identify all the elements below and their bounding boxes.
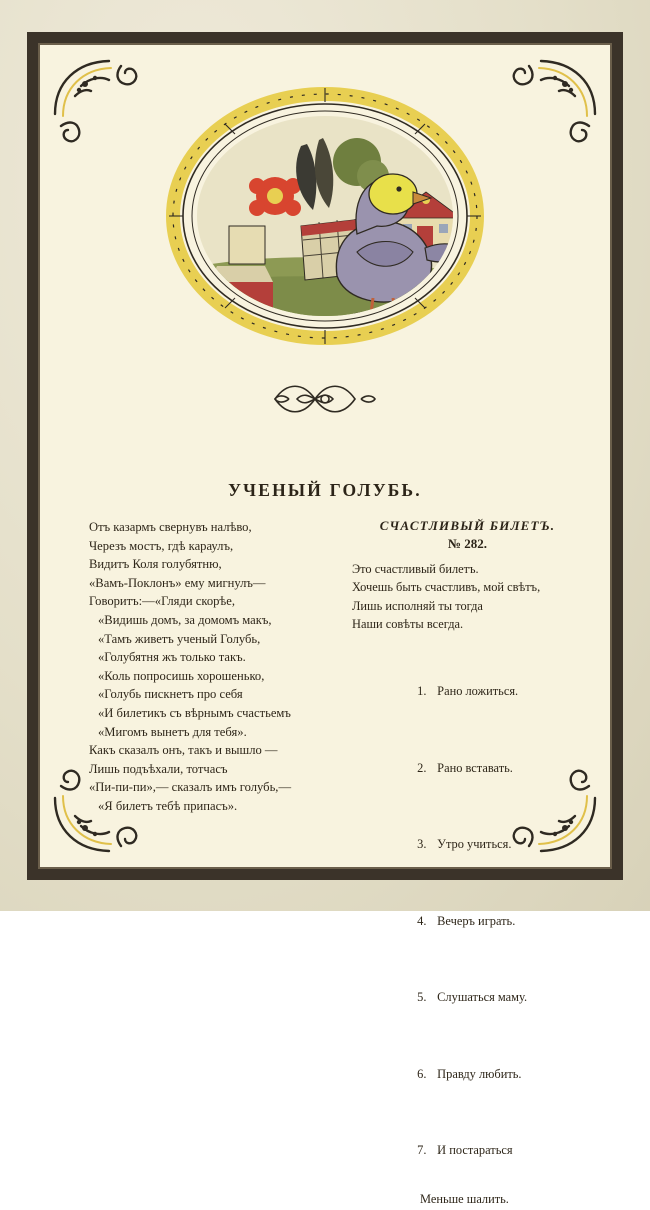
list-item: [380, 730, 583, 807]
list-item: [380, 654, 583, 731]
poem-line: «Голубятня жъ только такъ.: [98, 650, 246, 665]
poem-line: Какъ сказалъ онъ, такъ и вышло —: [89, 743, 278, 758]
page-title: УЧЕНЫЙ ГОЛУБЬ.: [228, 480, 422, 500]
rule-text: Рано вставать.: [437, 760, 513, 775]
list-item: [380, 960, 583, 1037]
poem-line: «Я билетъ тебѣ припасъ».: [98, 798, 238, 813]
poem-line: «Мигомъ вынетъ для тебя».: [98, 724, 247, 739]
poem-line: «Пи-пи-пи»,— сказалъ имъ голубь,—: [89, 780, 292, 795]
rule-text: Вечеръ играть.: [437, 913, 516, 928]
celtic-knot-divider-icon: [265, 374, 385, 424]
list-item: [380, 1113, 583, 1190]
poem-line: «Тамъ живетъ ученый Голубь,: [98, 631, 261, 646]
poem-line: «Видишь домъ, за домомъ макъ,: [98, 612, 272, 627]
list-item: [380, 1036, 583, 1113]
poem-line: «Вамъ-Поклонъ» ему мигнулъ—: [89, 575, 266, 590]
ticket-number: № 282.: [447, 536, 488, 551]
text-columns: [71, 518, 583, 1210]
page-content: [45, 50, 605, 1207]
rule-text: И постараться: [437, 1143, 513, 1158]
poem-line: «Голубь пискнетъ про себя: [98, 687, 243, 702]
rule-continuation: Меньше шалить.: [420, 1192, 509, 1207]
rule-number: 4.: [417, 913, 427, 928]
ticket-intro-line: Лишь исполняй ты тогда: [352, 598, 483, 613]
ticket-heading: СЧАСТЛИВЫЙ БИЛЕТЪ.: [379, 518, 556, 533]
poem-column: [71, 518, 320, 1210]
ticket-intro-line: Наши совѣты всегда.: [352, 617, 464, 632]
list-item: [380, 883, 583, 960]
rule-number: 1.: [417, 684, 427, 699]
rule-text: Утро учиться.: [437, 837, 512, 852]
ticket-rules-list: [352, 654, 583, 1210]
rule-number: 6.: [417, 1066, 427, 1081]
rule-text: Рано ложиться.: [437, 684, 519, 699]
ticket-intro-line: Хочешь быть счастливъ, мой свѣтъ,: [352, 580, 541, 595]
rule-number: 2.: [417, 760, 427, 775]
poem-line: Отъ казармъ свернувъ налѣво,: [89, 520, 252, 534]
dove-illustration: [105, 76, 545, 366]
list-item: [380, 807, 583, 884]
rule-number: 5.: [417, 990, 427, 1005]
poem-line: Видитъ Коля голубятню,: [89, 557, 222, 572]
rule-text: Слушаться маму.: [437, 990, 528, 1005]
ticket-intro-line: Это счастливый билетъ.: [352, 562, 479, 576]
poem-line: Лишь подъѣхали, тотчасъ: [89, 761, 228, 776]
poem-line: «И билетикъ съ вѣрнымъ счастьемъ: [98, 705, 291, 720]
rule-number: 3.: [417, 837, 427, 852]
ticket-column: [342, 518, 583, 1210]
poem-line: Черезъ мостъ, гдѣ караулъ,: [89, 538, 234, 553]
poem-line: «Коль попросишь хорошенько,: [98, 668, 265, 683]
rule-number: 7.: [417, 1143, 427, 1158]
rule-text: Правду любить.: [437, 1066, 522, 1081]
poem-line: Говоритъ:—«Гляди скорѣе,: [89, 594, 236, 609]
